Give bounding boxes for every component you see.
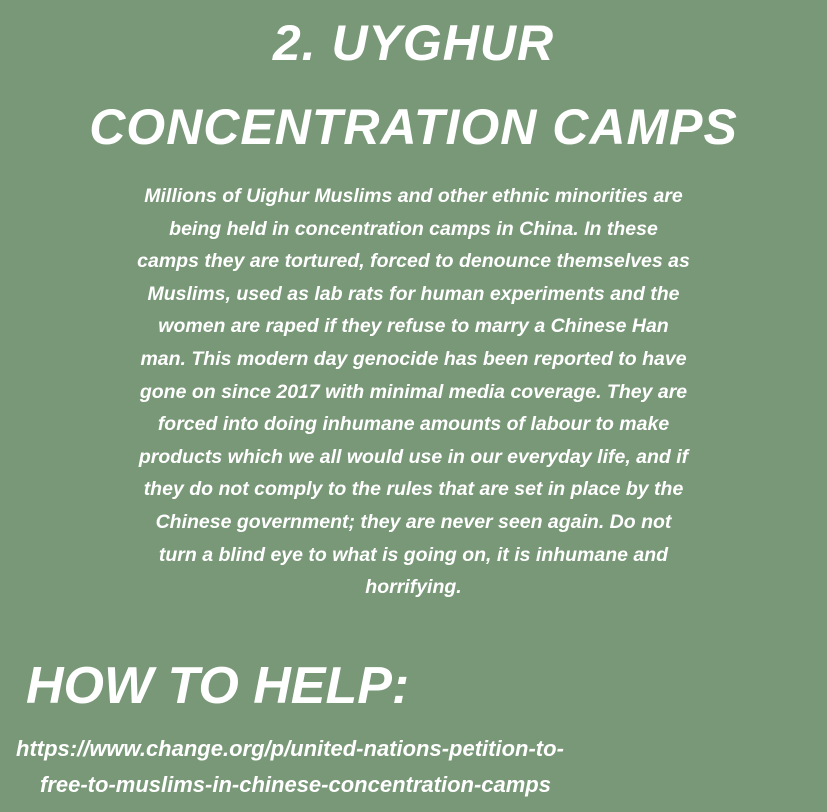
body-line: products which we all would use in our everyday life, and if <box>138 445 689 468</box>
body-line: they do not comply to the rules that are set in place by the <box>143 478 684 501</box>
body-line: Millions of Uighur Muslims and other ethnic minorities are <box>144 185 683 207</box>
how-to-help-heading: HOW TO HELP: <box>26 657 410 715</box>
title-line-1: 2. UYGHUR <box>272 15 555 71</box>
body-line: Chinese government; they are never seen again. Do not <box>155 510 672 533</box>
petition-link-line-2: free-to-muslims-in-chinese-concentration-camps <box>40 772 551 797</box>
body-line: Muslims, used as lab rats for human experiments and the <box>147 282 680 305</box>
body-line: horrifying. <box>365 576 462 599</box>
body-line: forced into doing inhumane amounts of labour to make <box>157 413 670 436</box>
body-line: man. This modern day genocide has been reported to have <box>140 347 687 370</box>
body-line: turn a blind eye to what is going on, it is inhumane and <box>158 543 669 566</box>
body-line: gone on since 2017 with minimal media coverage. They are <box>139 380 688 403</box>
title-line-2: CONCENTRATION CAMPS <box>89 99 738 155</box>
body-line: women are raped if they refuse to marry a Chinese Han <box>158 315 669 338</box>
body-line: being held in concentration camps in China. In these <box>169 217 658 240</box>
petition-link-line-1: https://www.change.org/p/united-nations-petition-to- <box>16 736 564 761</box>
body-paragraph <box>80 180 747 604</box>
body-line: camps they are tortured, forced to denounce themselves as <box>137 250 690 273</box>
